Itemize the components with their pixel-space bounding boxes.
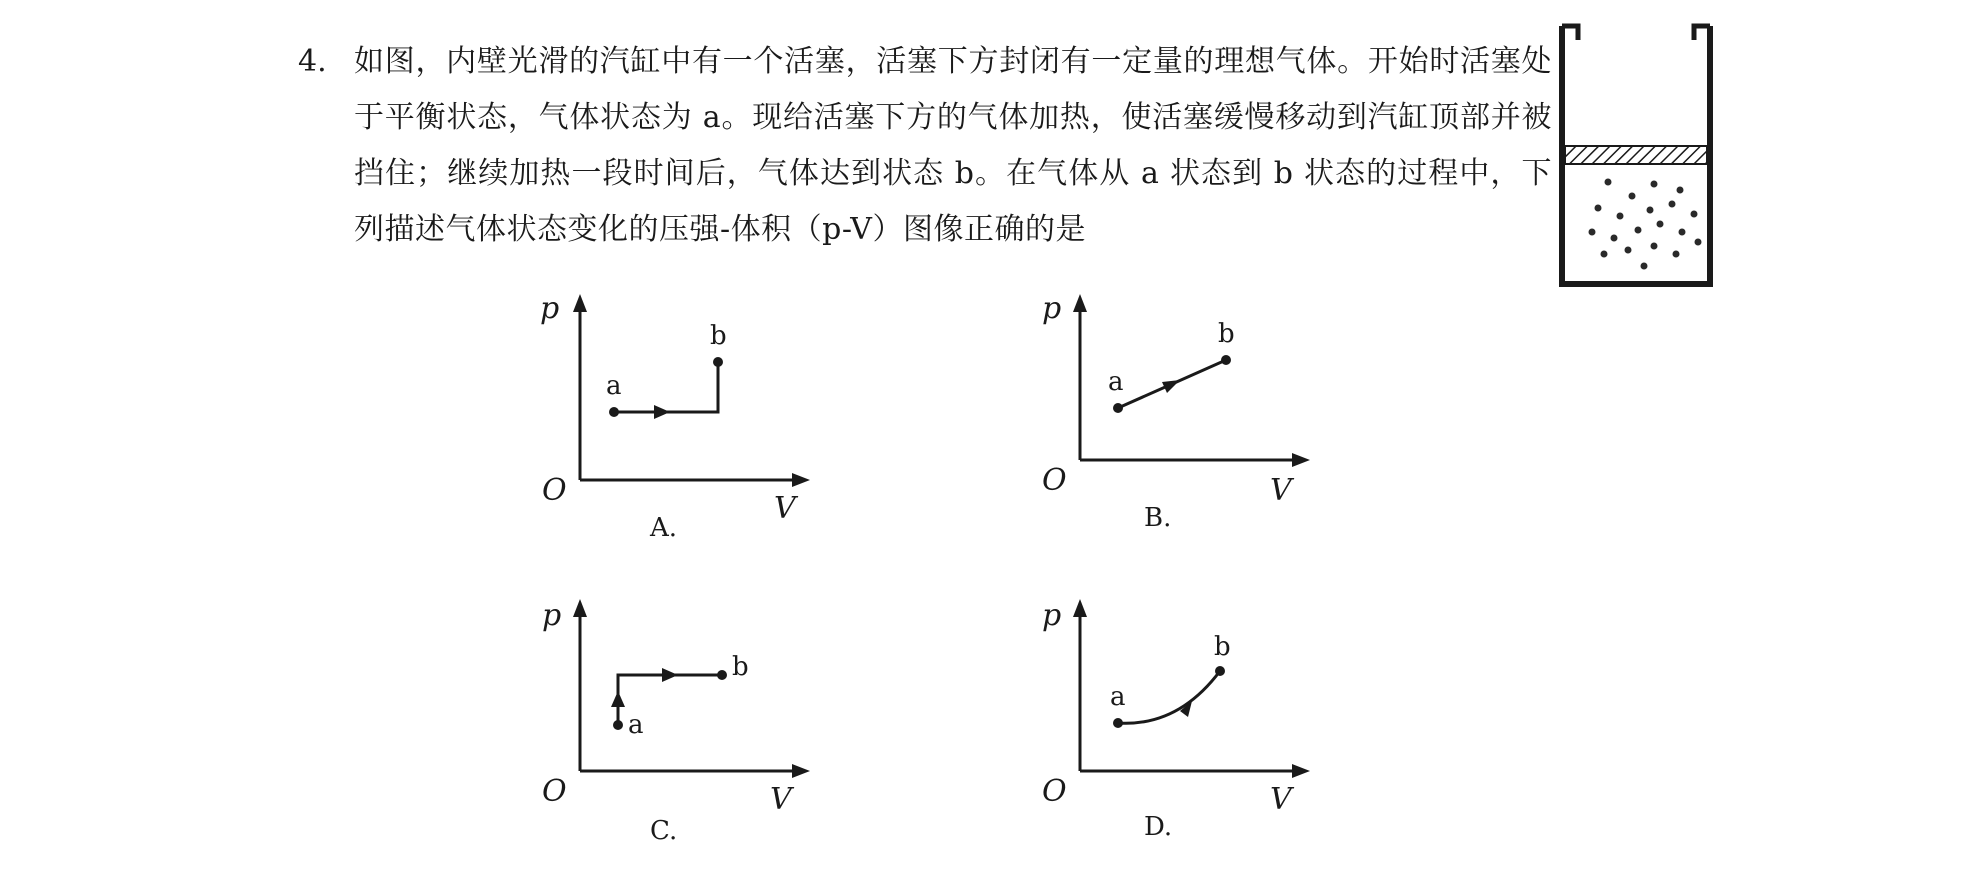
option-letter: B. xyxy=(1144,503,1172,533)
point-a xyxy=(613,720,623,730)
y-axis-arrow xyxy=(1073,599,1087,617)
cylinder-illustration xyxy=(1556,18,1716,288)
origin-label: O xyxy=(542,473,567,508)
point-b-label: b xyxy=(1218,319,1235,349)
point-a xyxy=(1113,403,1123,413)
point-a xyxy=(609,407,619,417)
y-axis-label: p xyxy=(540,291,560,326)
y-axis-arrow xyxy=(573,294,587,312)
x-axis-label: V xyxy=(1270,782,1292,817)
point-b xyxy=(713,357,723,367)
choice-b-graph[interactable] xyxy=(1020,290,1320,550)
point-b-label: b xyxy=(710,321,727,351)
point-b-label: b xyxy=(1214,632,1231,662)
direction-arrow xyxy=(654,405,670,419)
choice-c-graph[interactable] xyxy=(520,595,820,855)
point-b xyxy=(1221,355,1231,365)
x-axis-label: V xyxy=(770,782,792,817)
option-letter: C. xyxy=(650,816,678,846)
y-axis-label: p xyxy=(542,598,562,633)
x-axis-arrow xyxy=(792,764,810,778)
x-axis-label: V xyxy=(1270,473,1292,508)
y-axis-label: p xyxy=(1042,291,1062,326)
process-path xyxy=(1118,671,1220,723)
direction-arrow xyxy=(1162,380,1180,393)
option-letter: D. xyxy=(1144,812,1173,842)
x-axis-arrow xyxy=(792,473,810,487)
point-b xyxy=(717,670,727,680)
y-axis-arrow xyxy=(1073,294,1087,312)
point-b-label: b xyxy=(732,652,749,682)
point-b xyxy=(1215,666,1225,676)
choice-d-graph[interactable] xyxy=(1020,595,1320,855)
question-number: 4. xyxy=(298,44,327,79)
point-a-label: a xyxy=(628,710,644,740)
x-axis-arrow xyxy=(1292,764,1310,778)
point-a-label: a xyxy=(1110,682,1126,712)
origin-label: O xyxy=(1042,463,1067,498)
origin-label: O xyxy=(1042,774,1067,809)
point-a-label: a xyxy=(1108,367,1124,397)
question-stem: 如图，内壁光滑的汽缸中有一个活塞，活塞下方封闭有一定量的理想气体。开始时活塞处于平衡状态，气体状态为 a。现给活塞下方的气体加热，使活塞缓慢移动到汽缸顶部并被挡住；继续加热一段时间后，气体达到状态 b。在气体从 a 状态到 b 状态的过程中，下列描述气体状态变化的压强-体积（p-V）图像正确的是 xyxy=(354,44,1552,247)
choice-a-graph[interactable] xyxy=(520,290,820,550)
x-axis-arrow xyxy=(1292,453,1310,467)
x-axis-label: V xyxy=(774,491,796,526)
point-a xyxy=(1113,718,1123,728)
gas-molecules xyxy=(1589,179,1702,270)
y-axis-label: p xyxy=(1042,598,1062,633)
option-letter: A. xyxy=(650,513,678,543)
direction-arrow-up xyxy=(611,691,625,707)
y-axis-arrow xyxy=(573,599,587,617)
axes xyxy=(580,607,802,771)
process-path xyxy=(614,362,718,412)
piston xyxy=(1565,146,1707,164)
direction-arrow-right xyxy=(662,668,678,682)
origin-label: O xyxy=(542,774,567,809)
point-a-label: a xyxy=(606,371,622,401)
